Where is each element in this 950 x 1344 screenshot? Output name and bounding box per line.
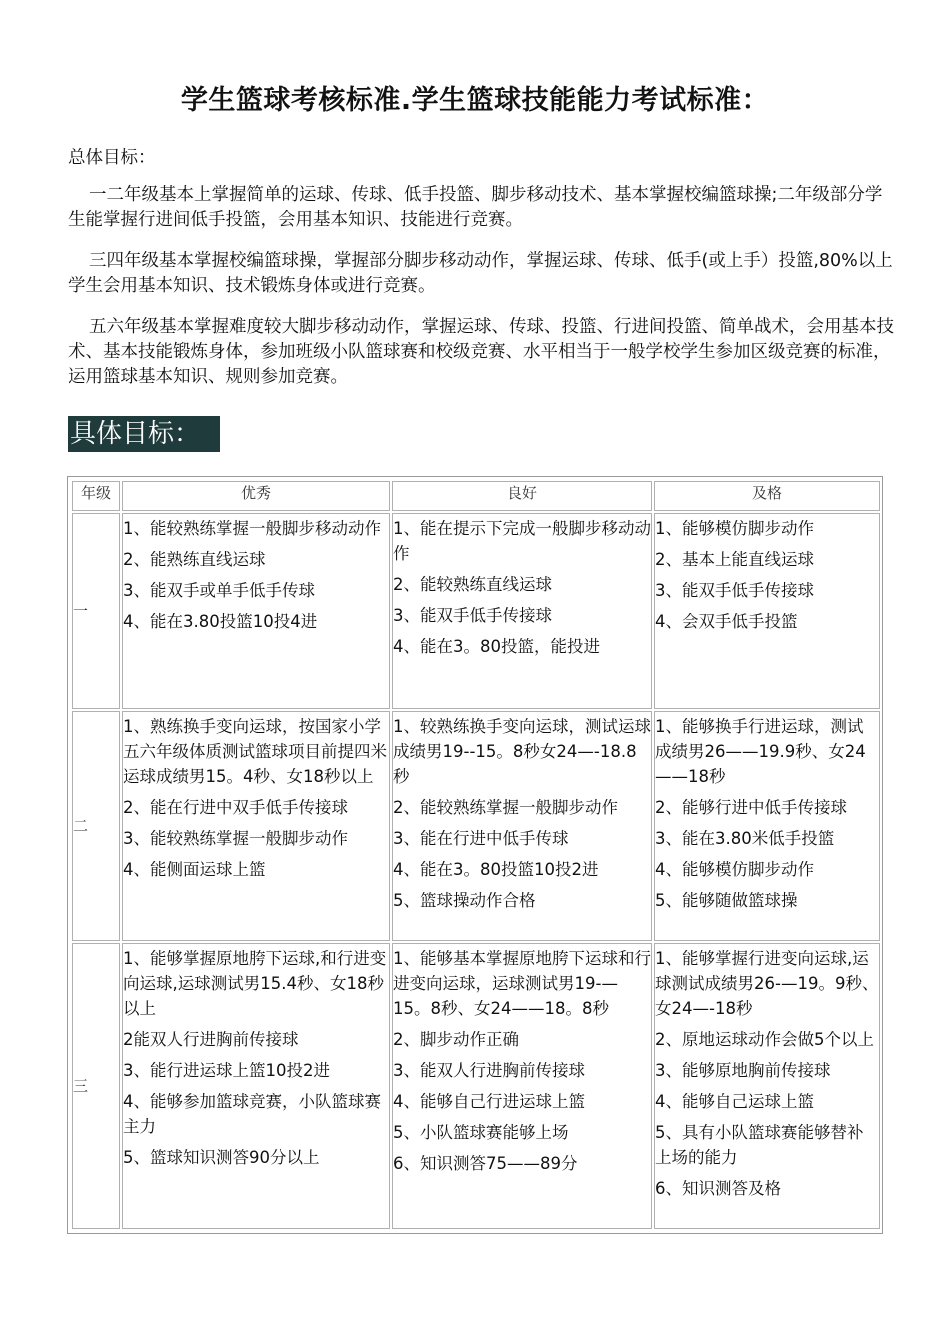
page-title: 学生篮球考核标准.学生篮球技能能力考试标准： (180, 85, 770, 116)
criterion-item: 4、能够自己运球上篮 (655, 1092, 814, 1111)
criterion-item: 1、能够基本掌握原地胯下运球和行进变向运球，运球测试男19-—15。8秒、女24——18。8秒 (393, 949, 651, 1018)
criterion-item: 1、较熟练换手变向运球，测试运球成绩男19--15。8秒女24—-18.8秒 (393, 717, 651, 786)
criterion-item: 3、能够原地胸前传接球 (655, 1061, 831, 1080)
header-excellent: 优秀 (122, 481, 390, 511)
criterion-item: 3、能双手低手传接球 (393, 606, 552, 625)
header-grade: 年级 (72, 481, 120, 511)
criterion-item: 4、能够自己行进运球上篮 (393, 1092, 585, 1111)
header-pass: 及格 (654, 481, 880, 511)
table-row (72, 943, 880, 1229)
criterion-item: 3、能行进运球上篮10投2进 (123, 1061, 330, 1080)
table-header-row (72, 481, 880, 511)
overall-paragraph: 一二年级基本上掌握简单的运球、传球、低手投篮、脚步移动技术、基本掌握校编篮球操;二年级部分学生能掌握行进间低手投篮，会用基本知识、技能进行竞赛。 (68, 185, 883, 230)
criterion-item: 3、能双手低手传接球 (655, 581, 814, 600)
criterion-item: 1、能够模仿脚步动作 (655, 519, 814, 538)
excellent-cell (122, 711, 390, 941)
criterion-item: 2、原地运球动作会做5个以上 (655, 1030, 874, 1049)
overall-goals (68, 146, 898, 406)
criterion-item: 1、能较熟练掌握一般脚步移动动作 (123, 519, 381, 538)
criterion-item: 2、能熟练直线运球 (123, 550, 266, 569)
criterion-item: 3、能双手或单手低手传球 (123, 581, 315, 600)
criterion-item: 3、能较熟练掌握一般脚步动作 (123, 829, 348, 848)
criterion-item: 5、篮球操动作合格 (393, 891, 536, 910)
criterion-item: 5、小队篮球赛能够上场 (393, 1123, 569, 1142)
overall-goals-label: 总体目标： (68, 148, 156, 168)
criterion-item: 5、篮球知识测答90分以上 (123, 1148, 320, 1167)
criterion-item: 2、基本上能直线运球 (655, 550, 814, 569)
criterion-item: 2、脚步动作正确 (393, 1030, 519, 1049)
grade-cell: 三 (72, 943, 120, 1229)
criterion-item: 4、能够模仿脚步动作 (655, 860, 814, 879)
specific-goals-heading: 具体目标： (68, 416, 220, 452)
criterion-item: 4、会双手低手投篮 (655, 612, 798, 631)
criterion-item: 1、能够换手行进运球，测试成绩男26——19.9秒、女24——18秒 (655, 717, 866, 786)
pass-cell (654, 943, 880, 1229)
good-cell (392, 513, 652, 709)
header-good: 良好 (392, 481, 652, 511)
table-row (72, 711, 880, 941)
good-cell (392, 711, 652, 941)
criterion-item: 3、能在3.80米低手投篮 (655, 829, 835, 848)
pass-cell (654, 711, 880, 941)
criterion-item: 5、能够随做篮球操 (655, 891, 798, 910)
pass-cell (654, 513, 880, 709)
criterion-item: 2、能在行进中双手低手传接球 (123, 798, 348, 817)
criterion-item: 3、能在行进中低手传球 (393, 829, 569, 848)
criterion-item: 1、能够掌握行进变向运球,运球测试成绩男26-—19。9秒、女24—-18秒 (655, 949, 879, 1018)
criterion-item: 5、具有小队篮球赛能够替补上场的能力 (655, 1123, 864, 1167)
criterion-item: 4、能在3。80投篮，能投进 (393, 637, 600, 656)
overall-paragraph: 三四年级基本掌握校编篮球操，掌握部分脚步移动动作，掌握运球、传球、低手(或上手）投篮,80%以上学生会用基本知识、技术锻炼身体或进行竞赛。 (68, 251, 893, 296)
criterion-item: 1、熟练换手变向运球，按国家小学五六年级体质测试篮球项目前提四米运球成绩男15。4秒、女18秒以上 (123, 717, 387, 786)
standards-table (67, 476, 883, 1234)
excellent-cell (122, 943, 390, 1229)
criterion-item: 6、知识测答及格 (655, 1179, 781, 1198)
overall-paragraph: 五六年级基本掌握难度较大脚步移动动作，掌握运球、传球、投篮、行进间投篮、简单战术，会用基本技术、基本技能锻炼身体，参加班级小队篮球赛和校级竞赛、水平相当于一般学校学生参加区级竞赛的标准，运用篮球基本知识、规则参加竞赛。 (68, 317, 894, 387)
good-cell (392, 943, 652, 1229)
criterion-item: 6、知识测答75——89分 (393, 1154, 578, 1173)
criterion-item: 4、能侧面运球上篮 (123, 860, 266, 879)
grade-cell: 二 (72, 711, 120, 941)
criterion-item: 4、能在3。80投篮10投2进 (393, 860, 599, 879)
criterion-item: 2、能较熟练直线运球 (393, 575, 552, 594)
criterion-item: 4、能够参加篮球竞赛，小队篮球赛主力 (123, 1092, 381, 1136)
table-row (72, 513, 880, 709)
criterion-item: 1、能够掌握原地胯下运球,和行进变向运球,运球测试男15.4秒、女18秒以上 (123, 949, 387, 1018)
criterion-item: 4、能在3.80投篮10投4进 (123, 612, 318, 631)
criterion-item: 1、能在提示下完成一般脚步移动动作 (393, 519, 651, 563)
criterion-item: 2、能够行进中低手传接球 (655, 798, 847, 817)
criterion-item: 2、能较熟练掌握一般脚步动作 (393, 798, 618, 817)
criterion-item: 3、能双人行进胸前传接球 (393, 1061, 585, 1080)
criterion-item: 2能双人行进胸前传接球 (123, 1030, 299, 1049)
grade-cell: 一 (72, 513, 120, 709)
excellent-cell (122, 513, 390, 709)
